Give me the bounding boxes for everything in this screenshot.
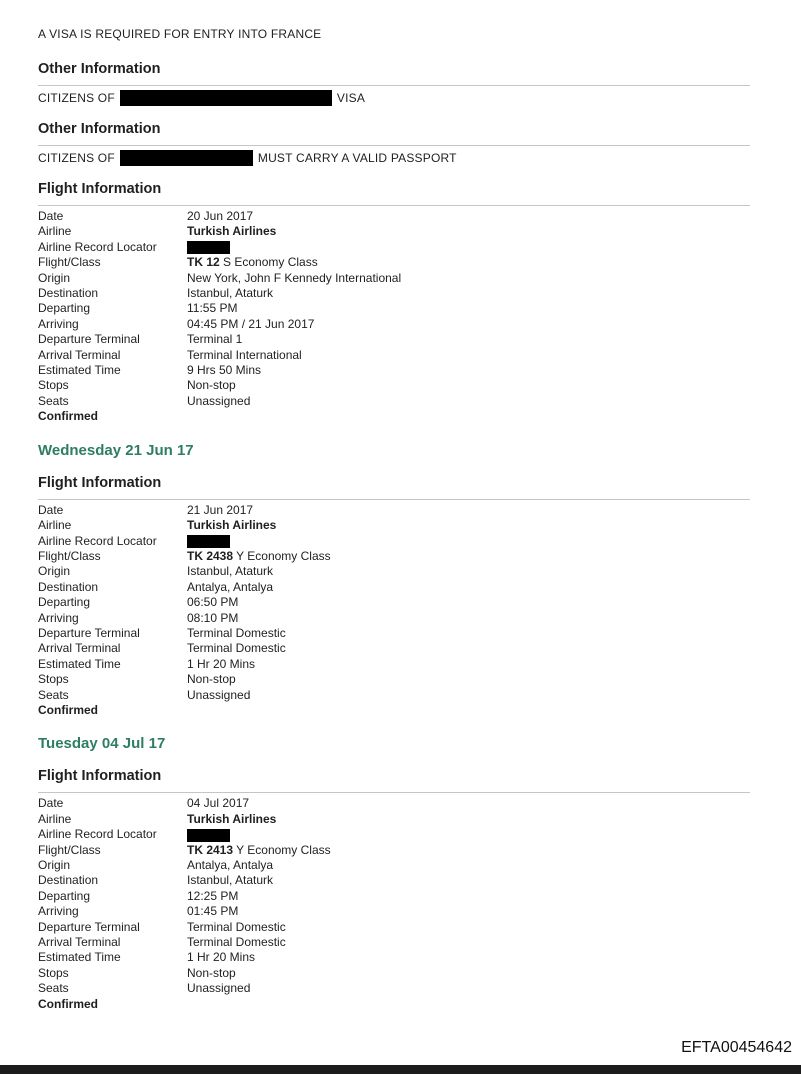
field-value-text: 08:10 PM bbox=[187, 610, 239, 625]
field-label: Departure Terminal bbox=[38, 919, 140, 934]
field-value bbox=[187, 981, 750, 996]
field-label: Arrival Terminal bbox=[38, 347, 121, 362]
field-value bbox=[187, 889, 750, 904]
field-label: Flight/Class bbox=[38, 842, 101, 857]
field-value-text: Unassigned bbox=[187, 687, 251, 702]
other-info-text-after: VISA bbox=[336, 91, 366, 105]
field-value bbox=[187, 332, 750, 347]
other-information-heading: Other Information bbox=[38, 121, 161, 137]
other-information-line bbox=[38, 90, 750, 106]
field-value bbox=[187, 950, 750, 965]
flight-number: TK 2438 bbox=[187, 548, 234, 563]
field-value bbox=[187, 672, 750, 687]
field-label: Date bbox=[38, 796, 64, 811]
field-label: Destination bbox=[38, 579, 99, 594]
field-value bbox=[187, 858, 750, 873]
section-divider bbox=[38, 499, 750, 500]
document-id: EFTA00454642 bbox=[681, 1039, 792, 1056]
flight-detail-row bbox=[38, 224, 750, 239]
flight-detail-row bbox=[38, 827, 750, 842]
flight-details-table bbox=[38, 209, 750, 409]
field-value-text: Terminal 1 bbox=[187, 332, 243, 347]
field-value-text: 21 Jun 2017 bbox=[187, 502, 254, 517]
field-value bbox=[187, 348, 750, 363]
field-value-text: Istanbul, Ataturk bbox=[187, 286, 274, 301]
field-value bbox=[187, 240, 750, 255]
field-value bbox=[187, 301, 750, 316]
day-heading: Wednesday 21 Jun 17 bbox=[38, 441, 194, 459]
field-label: Departing bbox=[38, 888, 91, 903]
section-divider bbox=[38, 85, 750, 86]
field-value-text: Terminal Domestic bbox=[187, 625, 286, 640]
page-content bbox=[38, 0, 750, 1012]
field-value-text: 04 Jul 2017 bbox=[187, 796, 250, 811]
flight-detail-row bbox=[38, 301, 750, 316]
flight-detail-row bbox=[38, 209, 750, 224]
field-label: Origin bbox=[38, 270, 71, 285]
field-value-text: Terminal Domestic bbox=[187, 935, 286, 950]
flight-detail-row bbox=[38, 626, 750, 641]
flight-detail-row bbox=[38, 580, 750, 595]
field-label: Airline bbox=[38, 811, 72, 826]
field-label: Estimated Time bbox=[38, 656, 121, 671]
flight-detail-row bbox=[38, 271, 750, 286]
flight-detail-row bbox=[38, 672, 750, 687]
field-label: Airline bbox=[38, 518, 72, 533]
field-value bbox=[187, 657, 750, 672]
flight-detail-row bbox=[38, 549, 750, 564]
flight-detail-row bbox=[38, 688, 750, 703]
flight-detail-row bbox=[38, 363, 750, 378]
flight-detail-row bbox=[38, 595, 750, 610]
field-value-text: 06:50 PM bbox=[187, 595, 239, 610]
booking-status: Confirmed bbox=[38, 409, 98, 424]
field-value bbox=[187, 611, 750, 626]
field-value-text: Terminal Domestic bbox=[187, 919, 286, 934]
field-label: Arriving bbox=[38, 904, 79, 919]
booking-status: Confirmed bbox=[38, 702, 98, 717]
flight-detail-row bbox=[38, 332, 750, 347]
field-value-text: 1 Hr 20 Mins bbox=[187, 950, 256, 965]
flight-detail-row bbox=[38, 920, 750, 935]
flight-detail-row bbox=[38, 534, 750, 549]
field-value-text: Unassigned bbox=[187, 981, 251, 996]
field-label: Departure Terminal bbox=[38, 625, 140, 640]
flight-information-heading: Flight Information bbox=[38, 181, 162, 197]
field-value bbox=[187, 920, 750, 935]
field-value bbox=[187, 812, 750, 827]
flight-number: TK 2413 bbox=[187, 842, 234, 857]
booking-status: Confirmed bbox=[38, 996, 98, 1011]
field-value-text: Antalya, Antalya bbox=[187, 579, 274, 594]
field-value bbox=[187, 317, 750, 332]
redacted-value bbox=[187, 829, 230, 842]
flight-detail-row bbox=[38, 873, 750, 888]
flight-detail-row bbox=[38, 657, 750, 672]
flight-detail-row bbox=[38, 378, 750, 393]
field-label: Destination bbox=[38, 286, 99, 301]
field-label: Flight/Class bbox=[38, 255, 101, 270]
field-value-text: Non-stop bbox=[187, 378, 236, 393]
flight-detail-row bbox=[38, 889, 750, 904]
field-value-text: 11:55 PM bbox=[187, 301, 238, 316]
field-value-text: Non-stop bbox=[187, 672, 236, 687]
redacted-value bbox=[187, 535, 230, 548]
flight-detail-row bbox=[38, 564, 750, 579]
other-info-text-after: MUST CARRY A VALID PASSPORT bbox=[257, 151, 457, 165]
field-value bbox=[187, 843, 750, 858]
field-label: Arrival Terminal bbox=[38, 935, 121, 950]
field-label: Departing bbox=[38, 301, 91, 316]
field-value-text: Non-stop bbox=[187, 965, 236, 980]
flight-detail-row bbox=[38, 966, 750, 981]
flight-detail-row bbox=[38, 796, 750, 811]
flight-information-heading: Flight Information bbox=[38, 768, 162, 785]
field-value bbox=[187, 626, 750, 641]
flight-detail-row bbox=[38, 255, 750, 270]
field-label: Arrival Terminal bbox=[38, 641, 121, 656]
field-label: Origin bbox=[38, 858, 71, 872]
field-value-text: Y Economy Class bbox=[233, 548, 331, 563]
field-label: Airline Record Locator bbox=[38, 827, 157, 842]
other-info-text-before: CITIZENS OF bbox=[38, 151, 115, 165]
flight-detail-row bbox=[38, 240, 750, 255]
field-label: Stops bbox=[38, 672, 69, 687]
field-label: Departing bbox=[38, 595, 91, 610]
field-value bbox=[187, 595, 750, 610]
other-information-line bbox=[38, 150, 750, 166]
field-value bbox=[187, 641, 750, 656]
field-value-text: 01:45 PM bbox=[187, 904, 239, 919]
field-value bbox=[187, 966, 750, 981]
redacted-text bbox=[120, 150, 253, 166]
flight-detail-row bbox=[38, 812, 750, 827]
field-label: Date bbox=[38, 209, 64, 223]
redacted-value bbox=[187, 241, 230, 254]
field-label: Stops bbox=[38, 965, 69, 980]
field-label: Destination bbox=[38, 873, 99, 888]
field-value bbox=[187, 534, 750, 549]
field-value-text: Istanbul, Ataturk bbox=[187, 873, 274, 888]
field-label: Date bbox=[38, 502, 64, 517]
field-label: Arriving bbox=[38, 610, 79, 625]
flight-detail-row bbox=[38, 611, 750, 626]
field-value bbox=[187, 688, 750, 703]
day-heading: Tuesday 04 Jul 17 bbox=[38, 735, 166, 753]
field-value-text: Istanbul, Ataturk bbox=[187, 564, 274, 579]
field-value bbox=[187, 827, 750, 842]
flight-details-table bbox=[38, 503, 750, 703]
flight-detail-row bbox=[38, 904, 750, 919]
field-value-text: 1 Hr 20 Mins bbox=[187, 656, 256, 671]
field-value bbox=[187, 394, 750, 409]
flight-detail-row bbox=[38, 858, 750, 873]
section-divider bbox=[38, 145, 750, 146]
field-label: Airline bbox=[38, 224, 72, 239]
flight-detail-row bbox=[38, 348, 750, 363]
field-value-text: Terminal Domestic bbox=[187, 641, 286, 656]
field-label: Airline Record Locator bbox=[38, 239, 157, 254]
field-value bbox=[187, 378, 750, 393]
field-value-text: Turkish Airlines bbox=[187, 811, 277, 826]
flight-detail-row bbox=[38, 935, 750, 950]
field-value-text: Turkish Airlines bbox=[187, 224, 277, 239]
flight-detail-row bbox=[38, 843, 750, 858]
section-divider bbox=[38, 205, 750, 206]
field-label: Stops bbox=[38, 378, 69, 393]
field-value-text: Turkish Airlines bbox=[187, 518, 277, 533]
flight-detail-row bbox=[38, 641, 750, 656]
field-label: Seats bbox=[38, 981, 69, 996]
field-value-text: New York, John F Kennedy International bbox=[187, 270, 402, 285]
flight-detail-row bbox=[38, 950, 750, 965]
field-value-text: 12:25 PM bbox=[187, 888, 239, 903]
flight-detail-row bbox=[38, 286, 750, 301]
field-label: Seats bbox=[38, 393, 69, 408]
field-label: Flight/Class bbox=[38, 548, 101, 563]
flight-detail-row bbox=[38, 981, 750, 996]
field-label: Airline Record Locator bbox=[38, 533, 157, 548]
redacted-text bbox=[120, 90, 332, 106]
field-label: Origin bbox=[38, 564, 71, 579]
flight-detail-row bbox=[38, 394, 750, 409]
flight-detail-row bbox=[38, 518, 750, 533]
field-label: Estimated Time bbox=[38, 363, 121, 378]
field-label: Arriving bbox=[38, 316, 79, 331]
field-value bbox=[187, 224, 750, 239]
flight-detail-row bbox=[38, 317, 750, 332]
field-value-text: Unassigned bbox=[187, 393, 251, 408]
field-value-text: S Economy Class bbox=[219, 255, 318, 270]
field-value bbox=[187, 209, 750, 224]
field-value bbox=[187, 873, 750, 888]
field-value-text: Y Economy Class bbox=[233, 842, 331, 857]
field-value bbox=[187, 363, 750, 378]
flight-information-heading: Flight Information bbox=[38, 474, 162, 491]
field-label: Seats bbox=[38, 687, 69, 702]
field-label: Departure Terminal bbox=[38, 332, 140, 347]
field-value bbox=[187, 518, 750, 533]
field-value-text: 04:45 PM / 21 Jun 2017 bbox=[187, 316, 315, 331]
field-value-text: Terminal International bbox=[187, 347, 302, 362]
bottom-bar bbox=[0, 1065, 801, 1074]
flight-details-table bbox=[38, 796, 750, 996]
field-value bbox=[187, 286, 750, 301]
field-value bbox=[187, 503, 750, 518]
field-value bbox=[187, 549, 750, 564]
flight-detail-row bbox=[38, 503, 750, 518]
sections-container bbox=[38, 61, 750, 1012]
section-divider bbox=[38, 792, 750, 793]
field-value-text: 20 Jun 2017 bbox=[187, 209, 254, 223]
field-value bbox=[187, 564, 750, 579]
other-information-heading: Other Information bbox=[38, 61, 161, 77]
other-info-text-before: CITIZENS OF bbox=[38, 91, 115, 105]
field-value bbox=[187, 271, 750, 286]
field-value bbox=[187, 904, 750, 919]
field-value bbox=[187, 580, 750, 595]
field-value-text: Antalya, Antalya bbox=[187, 858, 274, 872]
visa-notice: A VISA IS REQUIRED FOR ENTRY INTO FRANCE bbox=[38, 27, 322, 41]
field-label: Estimated Time bbox=[38, 950, 121, 965]
flight-number: TK 12 bbox=[187, 255, 220, 270]
field-value bbox=[187, 935, 750, 950]
field-value-text: 9 Hrs 50 Mins bbox=[187, 363, 262, 378]
field-value bbox=[187, 255, 750, 270]
field-value bbox=[187, 796, 750, 811]
